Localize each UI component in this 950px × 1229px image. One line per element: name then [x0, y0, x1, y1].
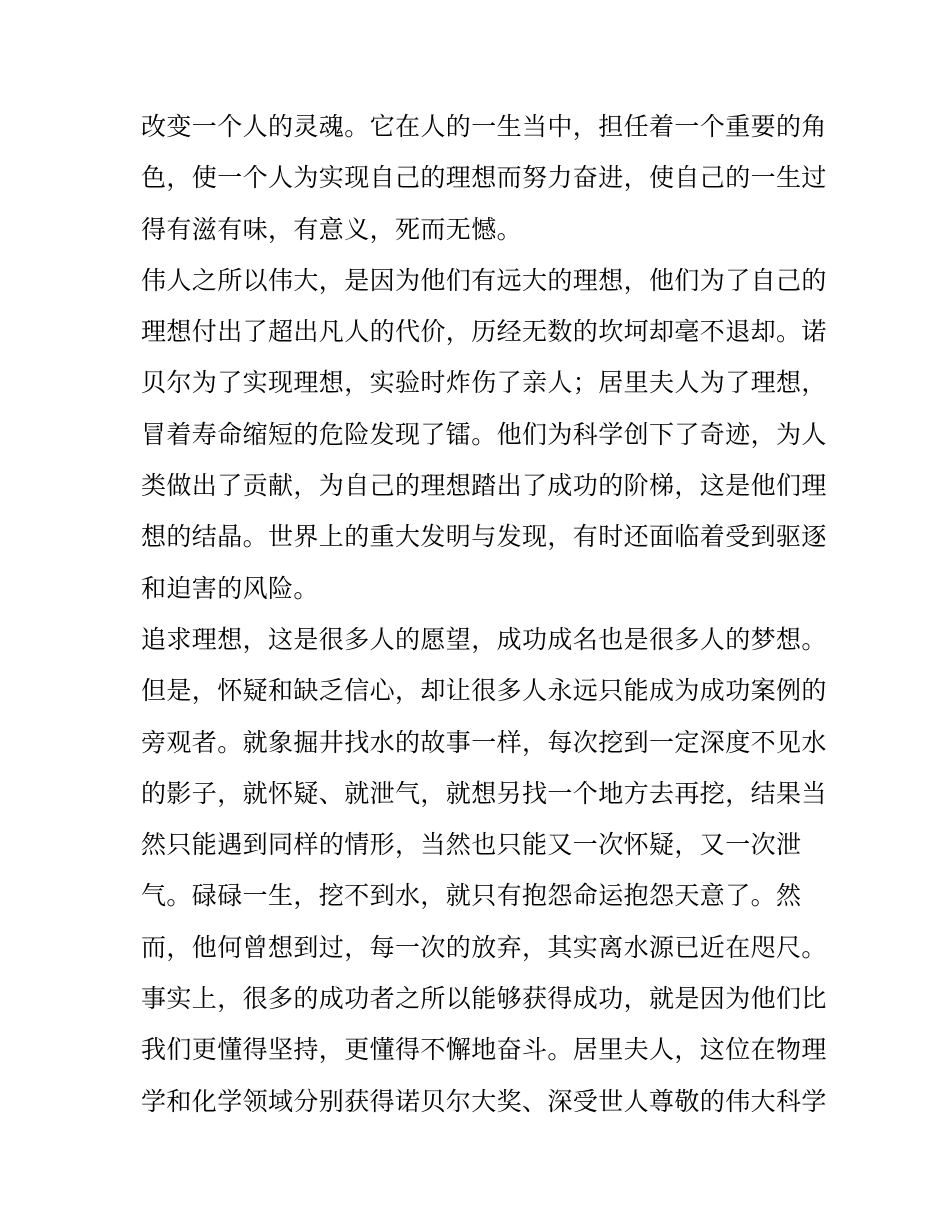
text-line: 气。碌碌一生，挖不到水，就只有抱怨命运抱怨天意了。然: [141, 881, 802, 911]
text-line: 色，使一个人为实现自己的理想而努力奋进，使自己的一生过: [141, 163, 827, 193]
text-line: 贝尔为了实现理想，实验时炸伤了亲人；居里夫人为了理想，: [141, 368, 827, 398]
text-line: 伟人之所以伟大，是因为他们有远大的理想，他们为了自己的: [141, 265, 827, 295]
text-line: 我们更懂得坚持，更懂得不懈地奋斗。居里夫人，这位在物理: [141, 1035, 827, 1065]
text-line: 得有滋有味，有意义，死而无憾。: [141, 214, 523, 244]
text-line: 学和化学领域分别获得诺贝尔大奖、深受世人尊敬的伟大科学: [141, 1086, 827, 1116]
text-line: 事实上，很多的成功者之所以能够获得成功，就是因为他们比: [141, 984, 827, 1014]
text-line: 改变一个人的灵魂。它在人的一生当中，担任着一个重要的角: [141, 112, 827, 141]
text-line: 追求理想，这是很多人的愿望，成功成名也是很多人的梦想。: [141, 624, 827, 654]
text-line: 和迫害的风险。: [141, 573, 319, 603]
text-line: 想的结晶。世界上的重大发明与发现，有时还面临着受到驱逐: [141, 522, 827, 552]
text-line: 理想付出了超出凡人的代价，历经无数的坎坷却毫不退却。诺: [141, 317, 827, 347]
text-line: 类做出了贡献，为自己的理想踏出了成功的阶梯，这是他们理: [141, 471, 827, 501]
text-line: 旁观者。就象掘井找水的故事一样，每次挖到一定深度不见水: [141, 727, 827, 757]
text-line: 的影子，就怀疑、就泄气，就想另找一个地方去再挖，结果当: [141, 778, 827, 808]
text-line: 冒着寿命缩短的危险发现了镭。他们为科学创下了奇迹，为人: [141, 419, 827, 449]
body-text: [141, 101, 827, 1127]
text-line: 但是，怀疑和缺乏信心，却让很多人永远只能成为成功案例的: [141, 676, 827, 706]
text-line: 而，他何曾想到过，每一次的放弃，其实离水源已近在咫尺。: [141, 932, 827, 962]
text-line: 然只能遇到同样的情形，当然也只能又一次怀疑，又一次泄: [141, 830, 802, 860]
